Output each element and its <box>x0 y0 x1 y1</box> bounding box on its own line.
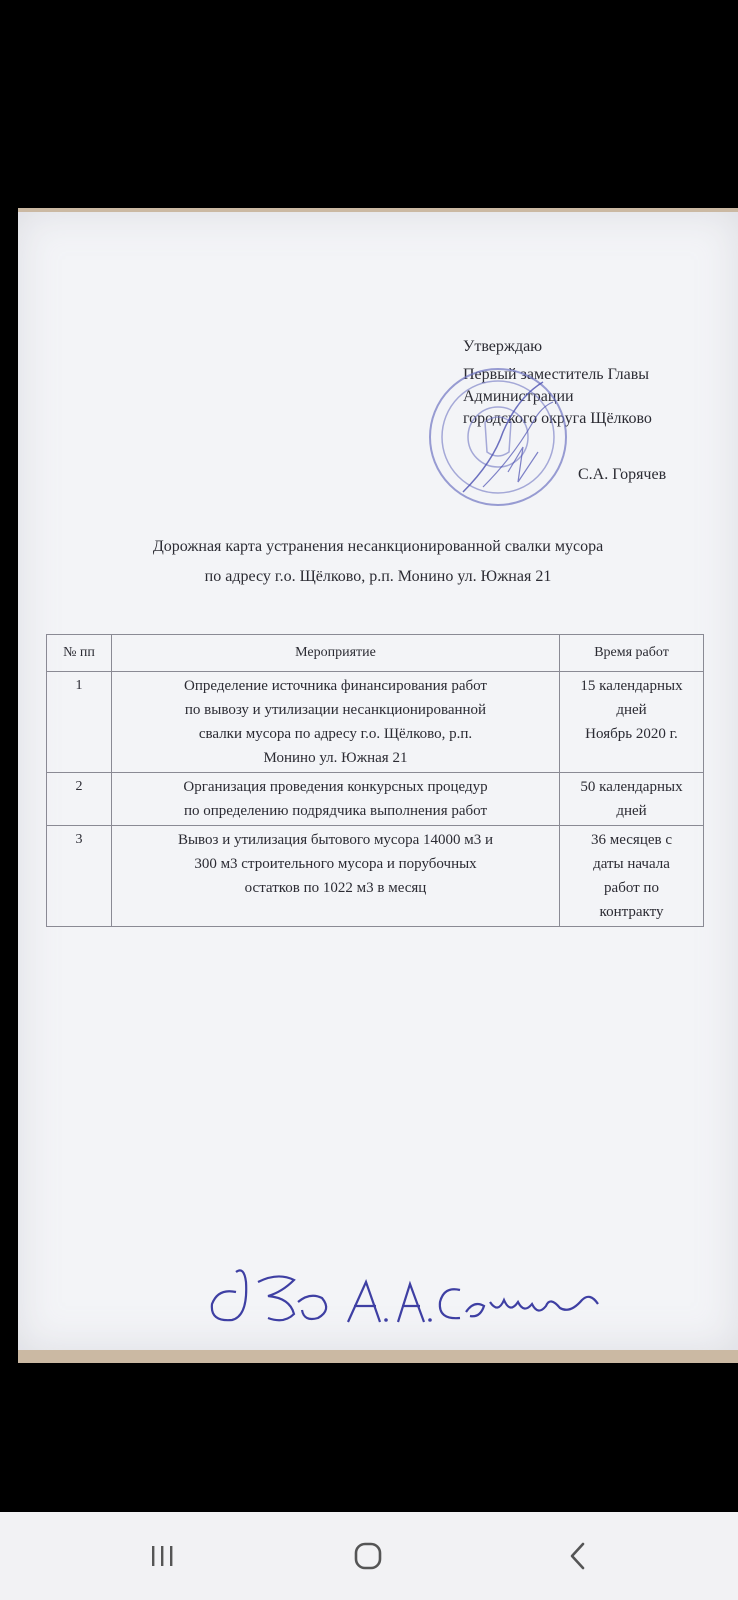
event-line: свалки мусора по адресу г.о. Щёлково, р.п. <box>198 726 473 742</box>
row-number: 3 <box>47 826 112 927</box>
event-line: по вывозу и утилизации несанкционированной <box>184 702 487 718</box>
event-line: Вывоз и утилизация бытового мусора 14000 м3 и <box>177 832 494 848</box>
event-line: 300 м3 строительного мусора и порубочных <box>194 856 477 872</box>
event-line: Организация проведения конкурсных процедур <box>183 779 488 795</box>
time-line: дней <box>616 702 647 718</box>
time-line: 15 календарных <box>580 678 683 694</box>
time-line: контракту <box>599 904 664 920</box>
recent-apps-button[interactable] <box>132 1534 192 1578</box>
row-time <box>560 826 704 927</box>
row-time <box>560 773 704 826</box>
document-paper <box>18 212 738 1350</box>
table-header-row <box>47 635 704 672</box>
system-navigation-bar <box>0 1512 738 1600</box>
event-line: Определение источника финансирования работ <box>184 678 487 694</box>
time-line: работ по <box>604 880 659 896</box>
back-icon <box>566 1541 590 1571</box>
approver-name: С.А. Горячев <box>578 466 667 483</box>
back-button[interactable] <box>548 1534 608 1578</box>
recent-apps-icon <box>148 1543 176 1569</box>
title-line-2: по адресу г.о. Щёлково, р.п. Монино ул. Южная 21 <box>204 568 552 585</box>
header-event: Мероприятие <box>112 635 560 672</box>
event-line: Монино ул. Южная 21 <box>263 750 408 766</box>
document-photo <box>18 208 738 1363</box>
roadmap-table <box>46 634 704 927</box>
approval-org: Администрации <box>463 388 574 405</box>
row-event <box>112 672 560 773</box>
row-number: 2 <box>47 773 112 826</box>
table-row <box>47 672 704 773</box>
row-event <box>112 773 560 826</box>
document-title <box>18 532 738 592</box>
event-line: по определению подрядчика выполнения работ <box>183 803 488 819</box>
time-line: дней <box>616 803 647 819</box>
approval-district: городского округа Щёлково <box>463 410 652 427</box>
row-number: 1 <box>47 672 112 773</box>
title-line-1: Дорожная карта устранения несанкционированной свалки мусора <box>152 538 604 555</box>
official-stamp <box>423 362 573 512</box>
time-line: 36 месяцев с <box>590 832 672 848</box>
event-line: остатков по 1022 м3 в месяц <box>244 880 427 896</box>
home-button[interactable] <box>338 1534 398 1578</box>
header-number: № пп <box>47 635 112 672</box>
handwritten-signature <box>198 1252 638 1332</box>
home-icon <box>353 1541 383 1571</box>
table-row <box>47 826 704 927</box>
row-time <box>560 672 704 773</box>
approval-position: Первый заместитель Главы <box>463 366 650 383</box>
row-event <box>112 826 560 927</box>
time-line: даты начала <box>593 856 670 872</box>
table-row <box>47 773 704 826</box>
approval-heading: Утверждаю <box>463 338 543 355</box>
header-time: Время работ <box>560 635 704 672</box>
time-line: Ноябрь 2020 г. <box>585 726 678 742</box>
time-line: 50 календарных <box>580 779 683 795</box>
